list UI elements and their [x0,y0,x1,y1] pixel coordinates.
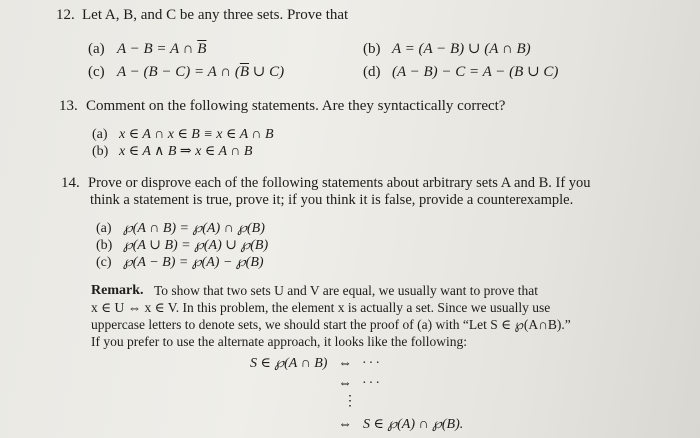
p14-c-expression: ℘(A − B) = ℘(A) − ℘(B) [123,255,264,270]
proof-chain-end: S ∈ ℘(A) ∩ ℘(B). [363,417,464,432]
p12-b-expression: A = (A − B) ∪ (A ∩ B) [392,41,531,57]
p12-c-label: (c) [88,64,105,80]
problem-12-number: 12. [56,7,75,23]
p13-a-label: (a) [92,127,108,142]
p12-b-label: (b) [363,41,381,57]
vertical-ellipsis: ⋮ [343,394,357,409]
ellipsis: ··· [362,376,382,391]
problem-12-stem: Let A, B, and C be any three sets. Prove that [82,7,349,23]
p13-b-expression: x ∈ A ∧ B ⇒ x ∈ A ∩ B [119,144,253,159]
p12-a-expression: A − B = A ∩ $\overline{B}$ [117,41,207,57]
problem-14-number: 14. [61,175,80,191]
p14-b-label: (b) [96,238,113,253]
p12-d-label: (d) [363,64,381,80]
p12-d-expression: (A − B) − C = A − (B ∪ C) [392,64,559,80]
problem-13-stem: Comment on the following statements. Are they syntactically correct? [86,98,506,114]
ellipsis: ··· [362,356,382,371]
iff-symbol: ⇔ [338,376,352,391]
problem-14-stem-line-1: Prove or disprove each of the following statements about arbitrary sets A and B. If you [88,175,591,191]
remark-line-4: If you prefer to use the alternate approach, it looks like the following: [91,334,468,349]
remark-line-1: To show that two sets U and V are equal, we usually want to prove that [154,283,538,298]
p13-b-label: (b) [92,144,109,159]
remark-line-2: x ∈ U ⇔ x ∈ V. In this problem, the element x is actually a set. Since we usually use [91,300,551,315]
p12-a-label: (a) [88,41,105,57]
problem-13-number: 13. [59,98,78,114]
iff-symbol: ⇔ [338,417,352,432]
p14-b-expression: ℘(A ∪ B) = ℘(A) ∪ ℘(B) [123,238,269,253]
proof-chain-start: S ∈ ℘(A ∩ B) [250,356,328,371]
p14-a-label: (a) [96,221,112,236]
p12-c-expression: A − (B − C) = A ∩ ($\overline{B}$ ∪ C) [117,64,285,80]
p13-a-expression: x ∈ A ∩ x ∈ B ≡ x ∈ A ∩ B [119,127,274,142]
iff-symbol: ⇔ [338,356,352,371]
problem-14-stem-line-2: think a statement is true, prove it; if you think it is false, provide a counterexample. [90,192,574,208]
p14-c-label: (c) [96,255,112,270]
p14-a-expression: ℘(A ∩ B) = ℘(A) ∩ ℘(B) [123,221,265,236]
remark-line-3: uppercase letters to denote sets, we should start the proof of (a) with “Let S ∈ ℘(A∩B).” [91,317,571,332]
remark-label: Remark. [91,283,144,298]
